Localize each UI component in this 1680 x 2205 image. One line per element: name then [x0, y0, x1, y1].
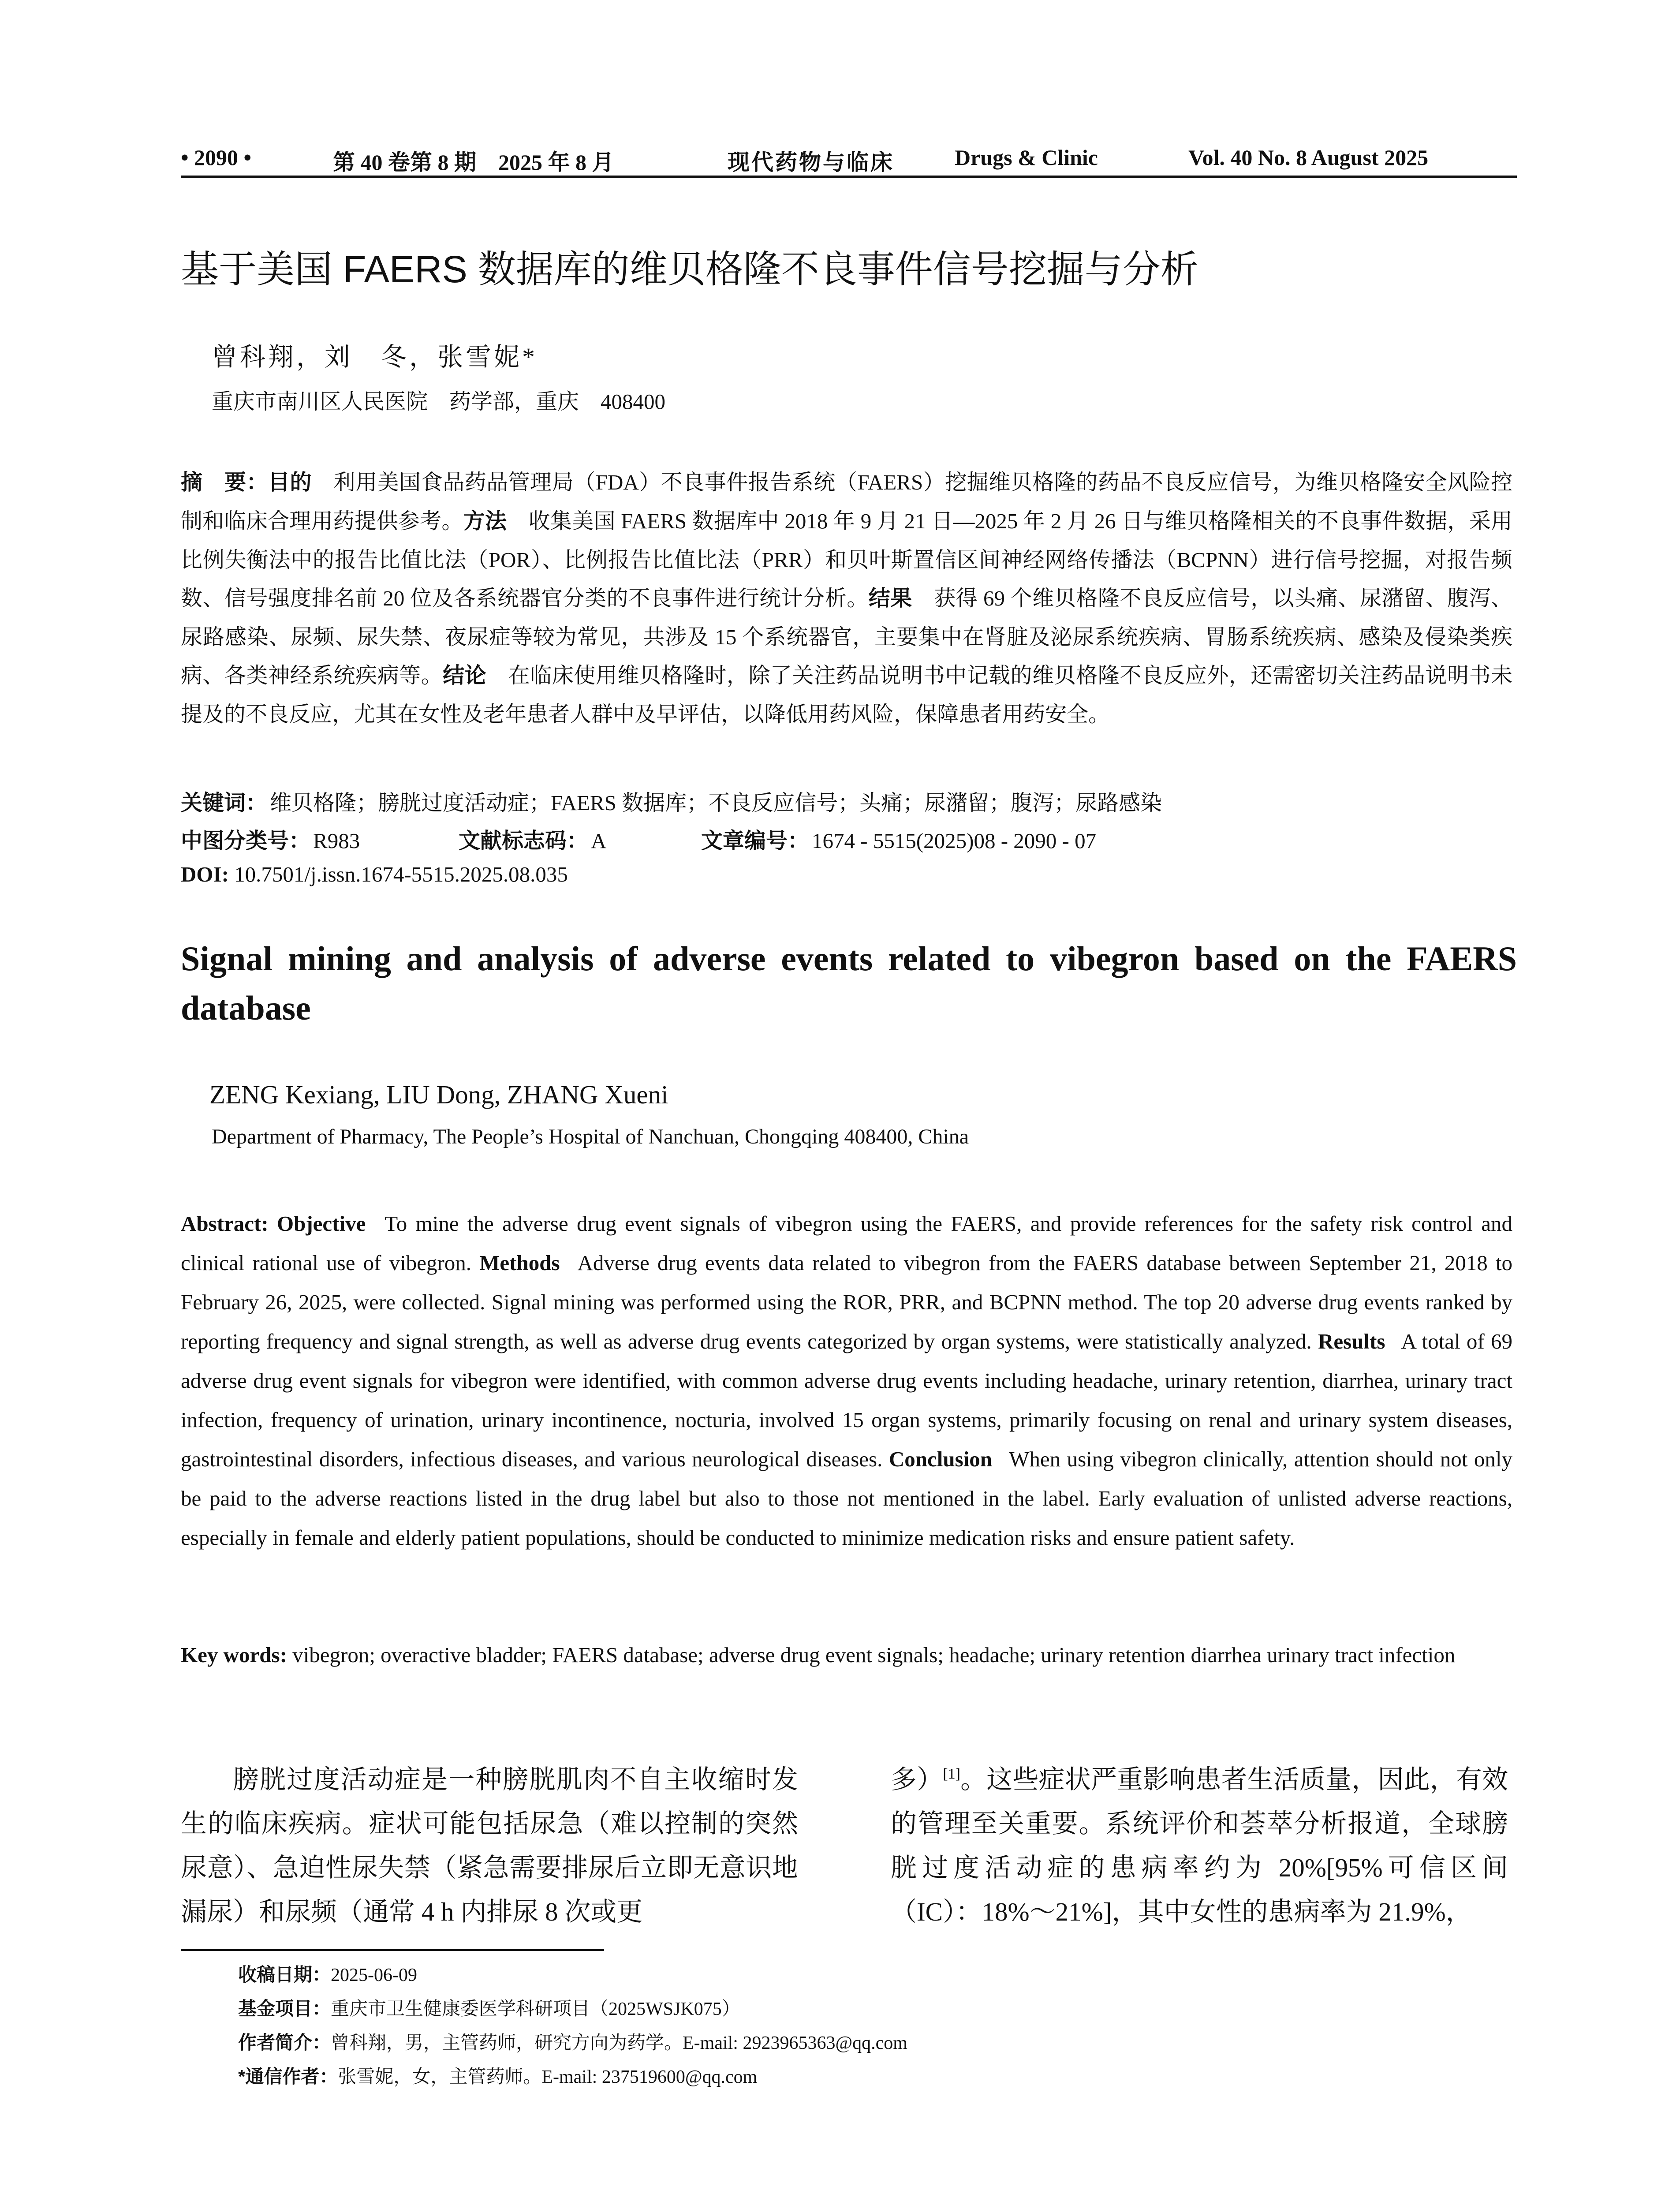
fund-label: 基金项目：: [238, 1998, 331, 2019]
doc-code-value: A: [591, 829, 607, 853]
keywords-cn-label: 关键词：: [181, 791, 268, 815]
running-header: [181, 140, 1517, 176]
abstract-cn: [181, 463, 1512, 733]
author-label: 作者简介：: [238, 2032, 331, 2053]
received-value: 2025-06-09: [331, 1965, 417, 1985]
footnote-rule: [181, 1949, 604, 1951]
keywords-cn-row: [181, 786, 1512, 817]
body-column-left: 膀胱过度活动症是一种膀胱肌肉不自主收缩时发生的临床疾病。症状可能包括尿急（难以控制的突然尿意）、急迫性尿失禁（紧急需要排尿后立即无意识地漏尿）和尿频（通常 4 h 内排尿 8 次或更: [181, 1765, 798, 1926]
methods-en-label: Methods: [479, 1251, 560, 1275]
doi-row: [181, 862, 1512, 887]
results-en: A total of 69 adverse drug event signals for vibegron were identified, with common adverse drug events including headache, urinary retention, diarrhea, urinary tract infection, frequency of urination, urinary incontinence, nocturia, involved 15 organ systems, primarily focusing on renal and urinary system diseases, gastrointestinal disorders, infectious diseases, and various neurological diseases.: [181, 1329, 1513, 1471]
abstract-en: [181, 1204, 1512, 1557]
received-label: 收稿日期：: [238, 1964, 331, 1985]
citation-ref: [1]: [943, 1766, 960, 1782]
keywords-en-label: Key words:: [181, 1643, 287, 1667]
article-no-value: 1674 - 5515(2025)08 - 2090 - 07: [812, 829, 1097, 853]
results-cn: 获得 69 个维贝格隆不良反应信号，以头痛、尿潴留、腹泻、尿路感染、尿频、尿失禁、夜尿症等较为常见，共涉及 15 个系统器官，主要集中在肾脏及泌尿系统疾病、胃肠系统疾病、感染及侵染类疾病、各类神经系统疾病等。: [181, 586, 1512, 688]
journal-cn: 现代药物与临床: [728, 150, 894, 175]
page-number: • 2090 •: [181, 145, 252, 170]
affiliation-cn: 重庆市南川区人民医院 药学部，重庆 408400: [212, 389, 666, 414]
classification-row: [181, 824, 1512, 855]
keywords-en: vibegron; overactive bladder; FAERS database; adverse drug event signals; headache; urinary retention diarrhea urinary tract infection: [292, 1643, 1456, 1667]
doc-code-label: 文献标志码：: [459, 829, 589, 853]
fund-value: 重庆市卫生健康委医学科研项目（2025WSJK075）: [331, 1999, 740, 2019]
conclusion-en: When using vibegron clinically, attention should not only be paid to the adverse reactions listed in the drug label but also to those not mentioned in the label. Early evaluation of unlisted adverse reactions, especially in female and elderly patient populations, should be conducted to minimize medication risks and ensure patient safety.: [181, 1447, 1512, 1550]
page-title: 基于美国 FAERS 数据库的维贝格隆不良事件信号挖掘与分析: [181, 248, 1198, 291]
objective-cn: 利用美国食品药品管理局（FDA）不良事件报告系统（FAERS）挖掘维贝格隆的药品不良反应信号，为维贝格隆安全风险控制和临床合理用药提供参考。: [181, 470, 1512, 533]
body-right-part2: 。这些症状严重影响患者生活质量，因此，有效的管理至关重要。系统评价和荟萃分析报道，全球膀胱过度活动症的患病率约为 20%[95%可信区间（IC）：18%～21%]，其中女性的患病率为 21.9%，: [891, 1765, 1508, 1926]
keywords-cn: 维贝格隆；膀胱过度活动症；FAERS 数据库；不良反应信号；头痛；尿潴留；腹泻；尿路感染: [270, 791, 1162, 815]
footnote-correspondence: [238, 2060, 907, 2094]
corr-value: 张雪妮，女，主管药师。E-mail: 237519600@qq.com: [338, 2067, 758, 2087]
corr-label: *通信作者：: [238, 2066, 338, 2087]
objective-en-label: Objective: [276, 1211, 366, 1236]
results-cn-label: 结果: [868, 587, 912, 610]
objective-en: To mine the adverse drug event signals of vibegron using the FAERS, and provide references for the safety risk control and clinical rational use of vibegron.: [181, 1211, 1512, 1275]
footnote-received: [238, 1958, 907, 1992]
methods-cn: 收集美国 FAERS 数据库中 2018 年 9 月 21 日—2025 年 2 月 26 日与维贝格隆相关的不良事件数据，采用比例失衡法中的报告比值比法（POR）、比例报告比值比法（PRR）和贝叶斯置信区间神经网络传播法（BCPNN）进行信号挖掘，对报告频数、信号强度排名前 20 位及各系统器官分类的不良事件进行统计分析。: [181, 509, 1512, 610]
methods-en: Adverse drug events data related to vibegron from the FAERS database between September 21, 2018 to February 26, 2025, were collected. Signal mining was performed using the ROR, PRR, and BCPNN method. The top 20 adverse drug events ranked by reporting frequency and signal strength, as well as adverse drug events categorized by organ systems, were statistically analyzed.: [181, 1251, 1513, 1353]
article-no-label: 文章编号：: [701, 829, 810, 853]
volume-cn: 第 40 卷第 8 期 2025 年 8 月: [333, 150, 614, 175]
results-en-label: Results: [1318, 1329, 1385, 1353]
abstract-cn-label: 摘 要：: [181, 471, 269, 494]
authors-cn: 曾科翔，刘 冬，张雪妮*: [212, 343, 538, 371]
clc-value: R983: [313, 829, 360, 853]
doi-value: 10.7501/j.issn.1674-5515.2025.08.035: [234, 862, 568, 886]
footnote-fund: [238, 1992, 907, 2026]
author-value: 曾科翔，男，主管药师，研究方向为药学。E-mail: 2923965363@qq.com: [331, 2033, 907, 2053]
body-right-part1: 多）: [891, 1765, 943, 1794]
methods-cn-label: 方法: [463, 509, 507, 533]
doi-label: DOI:: [181, 862, 229, 886]
body-column-right: [891, 1757, 1508, 1934]
english-title: Signal mining and analysis of adverse events related to vibegron based on the FAERS database: [181, 939, 1517, 1027]
footnotes: [238, 1958, 907, 2094]
abstract-en-label: Abstract:: [181, 1211, 269, 1236]
affiliation-en: Department of Pharmacy, The People’s Hospital of Nanchuan, Chongqing 408400, China: [212, 1125, 969, 1148]
authors-en: ZENG Kexiang, LIU Dong, ZHANG Xueni: [209, 1080, 668, 1109]
clc-label: 中图分类号：: [181, 829, 311, 853]
footnote-author: [238, 2026, 907, 2060]
journal-en: Drugs & Clinic: [955, 145, 1098, 170]
header-rule: [181, 176, 1517, 178]
conclusion-en-label: Conclusion: [889, 1447, 992, 1471]
keywords-en-row: [181, 1635, 1512, 1674]
volume-en: Vol. 40 No. 8 August 2025: [1188, 145, 1429, 170]
conclusion-cn: 在临床使用维贝格隆时，除了关注药品说明书中记载的维贝格隆不良反应外，还需密切关注药品说明书未提及的不良反应，尤其在女性及老年患者人群中及早评估，以降低用药风险，保障患者用药安全。: [181, 663, 1512, 726]
objective-cn-label: 目的: [268, 471, 312, 494]
conclusion-cn-label: 结论: [443, 664, 487, 688]
